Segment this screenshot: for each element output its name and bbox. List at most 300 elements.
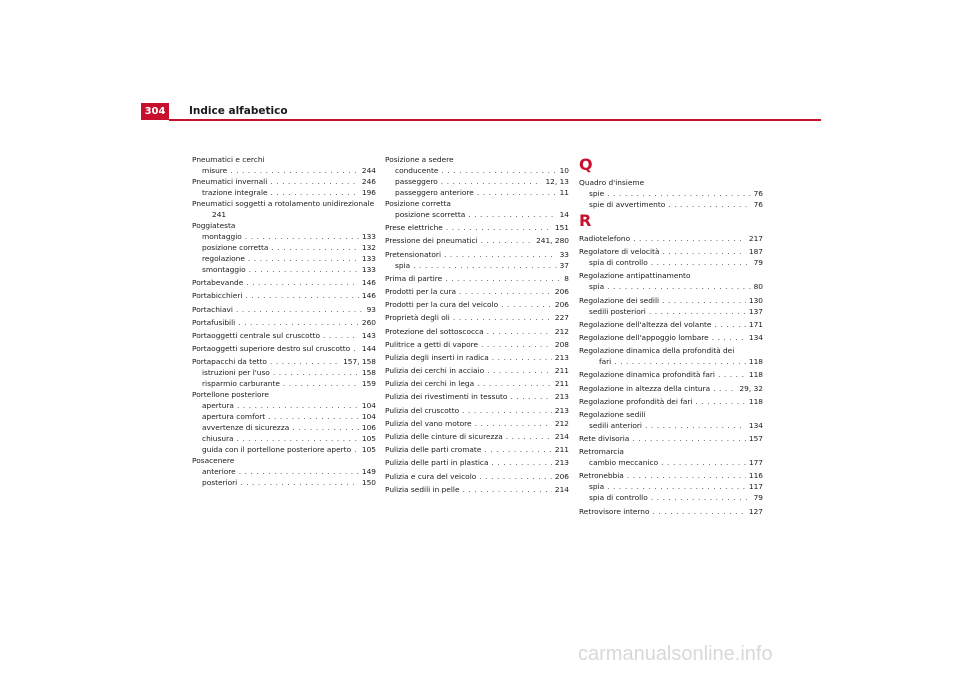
index-entry — [385, 176, 569, 187]
index-entry — [385, 312, 569, 323]
leader-dots — [444, 249, 557, 260]
index-term: posteriori — [202, 478, 238, 488]
index-entry — [385, 457, 569, 468]
page-reference: 127 — [748, 506, 763, 516]
page-reference: 150 — [361, 478, 376, 488]
index-term: misure — [202, 166, 228, 175]
index-entry — [192, 220, 376, 231]
leader-dots — [441, 165, 556, 176]
leader-dots — [413, 260, 556, 271]
index-entry — [192, 264, 376, 275]
leader-dots — [239, 466, 359, 477]
index-column-3 — [579, 154, 763, 517]
page-reference: 206 — [554, 471, 569, 481]
index-entry — [579, 306, 763, 317]
index-term: smontaggio — [202, 265, 246, 274]
index-entry — [385, 365, 569, 376]
index-term: Proprietà degli oli — [385, 313, 450, 323]
page-reference: 217 — [748, 234, 763, 243]
index-term: Regolazione dell'appoggio lombare — [579, 332, 709, 342]
page-reference: 8 — [564, 273, 569, 283]
index-entry — [579, 396, 763, 407]
index-term: Portaoggetti superiore destro sul cruscotto — [192, 344, 351, 354]
page-reference: 227 — [554, 313, 569, 323]
index-entry — [192, 209, 376, 220]
page-title: Indice alfabetico — [189, 105, 288, 117]
page-reference: 146 — [361, 278, 376, 288]
index-column-2 — [385, 154, 569, 495]
index-entry — [385, 165, 569, 176]
index-entry — [579, 356, 763, 367]
leader-dots — [607, 481, 746, 492]
section-q-entries — [579, 177, 763, 210]
leader-dots — [248, 253, 359, 264]
index-entry — [192, 277, 376, 288]
leader-dots — [270, 176, 359, 187]
index-entry — [192, 317, 376, 328]
index-entry — [192, 330, 376, 341]
leader-dots — [453, 312, 552, 323]
leader-dots — [270, 356, 340, 367]
index-term: apertura — [202, 401, 234, 411]
page-reference: 76 — [753, 189, 763, 198]
index-term: spie — [589, 189, 605, 198]
leader-dots — [607, 188, 750, 199]
leader-dots — [353, 343, 359, 354]
leader-dots — [481, 235, 533, 246]
page-reference: 214 — [554, 432, 569, 441]
page-reference: 106 — [361, 423, 376, 433]
page-reference: 144 — [361, 344, 376, 354]
page-reference: 76 — [753, 200, 763, 209]
index-term: spia di controllo — [589, 258, 648, 268]
page-reference: 177 — [748, 458, 763, 468]
index-entry — [192, 477, 376, 488]
leader-dots — [445, 273, 561, 284]
leader-dots — [271, 187, 359, 198]
index-term: Pulitrice a getti di vapore — [385, 339, 479, 349]
index-term: Protezione del sottoscocca — [385, 326, 484, 336]
index-entry — [385, 484, 569, 495]
page-reference: 206 — [554, 286, 569, 296]
index-entry — [192, 411, 376, 422]
index-entry — [192, 466, 376, 477]
index-term: Pulizia sedili in pelle — [385, 484, 460, 494]
page-reference: 211 — [554, 366, 569, 376]
index-entry — [579, 433, 763, 444]
leader-dots — [487, 365, 552, 376]
index-entry — [192, 187, 376, 198]
leader-dots — [510, 391, 551, 402]
index-term: Pretensionatori — [385, 249, 442, 259]
leader-dots — [292, 422, 359, 433]
index-term: Regolazione dinamica della profondità dei — [579, 346, 735, 356]
index-term: Portafusibili — [192, 317, 236, 327]
page-reference: 117 — [748, 482, 763, 492]
leader-dots — [249, 264, 359, 275]
index-term: Regolazione dei sedili — [579, 295, 660, 305]
page-reference: 33 — [559, 249, 569, 259]
index-term: chiusura — [202, 434, 234, 444]
index-term: spia di controllo — [589, 493, 648, 503]
index-term: posizione corretta — [202, 243, 269, 252]
index-entry — [579, 199, 763, 210]
index-entry — [385, 273, 569, 284]
leader-dots — [477, 378, 552, 389]
page-number: 304 — [141, 103, 169, 120]
leader-dots — [245, 231, 359, 242]
index-term: Prodotti per la cura del veicolo — [385, 300, 499, 310]
leader-dots — [651, 492, 751, 503]
leader-dots — [662, 246, 745, 257]
index-term: Retronebbia — [579, 471, 624, 481]
page-reference: 132 — [361, 243, 376, 252]
page-reference: 244 — [361, 166, 376, 175]
index-entry — [385, 378, 569, 389]
index-entry — [192, 455, 376, 466]
page-reference: 214 — [554, 484, 569, 494]
page-reference: 37 — [559, 260, 569, 270]
index-term: Regolazione profondità dei fari — [579, 396, 693, 406]
index-term: passeggero anteriore — [395, 188, 474, 197]
watermark: carmanualsonline.info — [578, 643, 773, 665]
leader-dots — [713, 383, 736, 394]
index-term: Pulizia del vano motore — [385, 418, 472, 428]
leader-dots — [633, 233, 746, 244]
index-entry — [192, 242, 376, 253]
index-term: Prodotti per la cura — [385, 286, 457, 296]
index-entry — [579, 369, 763, 380]
index-entry — [579, 383, 763, 394]
leader-dots — [484, 444, 552, 455]
index-entry — [579, 270, 763, 281]
index-entry — [385, 339, 569, 350]
leader-dots — [240, 477, 359, 488]
index-entry — [385, 249, 569, 260]
index-term: Pneumatici soggetti a rotolamento unidirezionale — [192, 199, 375, 208]
index-entry — [385, 431, 569, 442]
page-reference: 80 — [753, 282, 763, 292]
index-term: apertura comfort — [202, 412, 266, 422]
index-term: Rete divisoria — [579, 434, 630, 444]
index-column-1 — [192, 154, 376, 488]
leader-dots — [481, 339, 552, 350]
index-term: sedili anteriori — [589, 420, 642, 430]
leader-dots — [245, 290, 358, 301]
index-entry — [385, 260, 569, 271]
page-reference: 157 — [748, 434, 763, 444]
index-entry — [192, 422, 376, 433]
index-entry — [385, 352, 569, 363]
leader-dots — [477, 187, 557, 198]
index-entry — [385, 391, 569, 402]
page-reference: 187 — [748, 247, 763, 257]
page-reference: 246 — [361, 177, 376, 186]
index-entry — [579, 446, 763, 457]
index-entry — [192, 198, 376, 209]
index-entry — [579, 281, 763, 292]
index-entry — [579, 492, 763, 503]
page-reference: 213 — [554, 458, 569, 468]
index-term: Poggiatesta — [192, 221, 236, 230]
index-entry — [385, 405, 569, 416]
index-term: guida con il portellone posteriore aperto — [202, 445, 352, 455]
index-term: regolazione — [202, 254, 245, 263]
page-reference: 206 — [554, 300, 569, 310]
index-term: trazione integrale — [202, 188, 268, 197]
index-entry — [192, 378, 376, 389]
page-reference: 12, 13 — [545, 177, 569, 186]
page-reference: 29, 32 — [739, 383, 763, 393]
leader-dots — [607, 281, 750, 292]
leader-dots — [268, 411, 359, 422]
page-reference: 134 — [748, 332, 763, 342]
index-term: spie di avvertimento — [589, 200, 666, 209]
leader-dots — [238, 317, 359, 328]
index-term: Portabevande — [192, 278, 244, 288]
index-term: passeggero — [395, 177, 438, 186]
index-term: Regolazione dinamica profondità fari — [579, 370, 715, 380]
page-reference: 104 — [361, 401, 376, 411]
leader-dots — [273, 367, 359, 378]
index-entry — [385, 222, 569, 233]
index-term: Radiotelefono — [579, 234, 631, 243]
leader-dots — [323, 330, 359, 341]
index-term: Pulizia dei cerchi in lega — [385, 379, 475, 389]
page-reference: 14 — [559, 210, 569, 219]
index-term: 241 — [212, 210, 227, 219]
leader-dots — [446, 222, 552, 233]
index-term: Regolazione in altezza della cintura — [579, 383, 711, 393]
page-reference: 212 — [554, 326, 569, 336]
leader-dots — [459, 286, 552, 297]
leader-dots — [614, 356, 746, 367]
index-entry — [579, 295, 763, 306]
leader-dots — [645, 420, 746, 431]
index-entry — [192, 367, 376, 378]
index-term: Prese elettriche — [385, 223, 443, 233]
page-reference: 143 — [361, 330, 376, 340]
page-reference: 133 — [361, 232, 376, 241]
index-term: Pulizia del cruscotto — [385, 405, 460, 415]
page-reference: 213 — [554, 352, 569, 362]
index-entry — [579, 257, 763, 268]
index-term: Prima di partire — [385, 273, 443, 283]
page-reference: 133 — [361, 265, 376, 274]
page-reference: 137 — [748, 306, 763, 316]
page-reference: 208 — [554, 339, 569, 349]
index-entry — [579, 470, 763, 481]
index-term: Portaoggetti centrale sul cruscotto — [192, 330, 321, 340]
page-reference: 118 — [748, 370, 763, 380]
index-term: Pulizia delle cinture di sicurezza — [385, 432, 503, 441]
index-entry — [385, 198, 569, 209]
index-entry — [385, 299, 569, 310]
leader-dots — [661, 457, 746, 468]
leader-dots — [463, 484, 552, 495]
leader-dots — [718, 369, 746, 380]
index-entry — [579, 246, 763, 257]
index-entry — [192, 444, 376, 455]
leader-dots — [462, 405, 552, 416]
index-entry — [192, 356, 376, 367]
page-reference: 10 — [559, 166, 569, 175]
index-term: Pulizia e cura del veicolo — [385, 471, 477, 481]
index-entry — [192, 165, 376, 176]
page-reference: 133 — [361, 254, 376, 263]
index-term: Pneumatici e cerchi — [192, 155, 265, 164]
index-term: Regolazione dell'altezza del volante — [579, 319, 712, 329]
leader-dots — [237, 400, 359, 411]
leader-dots — [354, 444, 359, 455]
index-term: posizione scorretta — [395, 210, 466, 219]
index-term: Quadro d'insieme — [579, 178, 645, 187]
index-term: montaggio — [202, 232, 242, 241]
leader-dots — [492, 352, 552, 363]
index-entry — [385, 209, 569, 220]
header-rule — [169, 119, 821, 121]
section-letter-q: Q — [579, 155, 593, 174]
index-term: Portapacchi da tetto — [192, 357, 267, 367]
index-entry — [579, 319, 763, 330]
page-reference: 260 — [361, 317, 376, 327]
index-term: cambio meccanico — [589, 458, 659, 468]
page-reference: 159 — [361, 379, 376, 389]
leader-dots — [714, 319, 745, 330]
index-entry — [385, 154, 569, 165]
index-term: Regolazione antipattinamento — [579, 271, 691, 281]
index-term: Posacenere — [192, 456, 235, 466]
leader-dots — [649, 306, 746, 317]
index-entry — [192, 343, 376, 354]
page-reference: 116 — [748, 471, 763, 481]
index-term: Posizione a sedere — [385, 155, 454, 164]
index-term: Regolazione sedili — [579, 409, 646, 419]
index-term: risparmio carburante — [202, 379, 280, 389]
page-reference: 241, 280 — [536, 236, 569, 246]
index-term: avvertenze di sicurezza — [202, 423, 290, 433]
index-entry — [385, 187, 569, 198]
leader-dots — [479, 471, 552, 482]
index-entry — [192, 176, 376, 187]
index-term: spia — [395, 260, 411, 270]
page-reference: 213 — [554, 405, 569, 415]
index-entry — [579, 420, 763, 431]
leader-dots — [236, 304, 364, 315]
index-entry — [385, 418, 569, 429]
page-reference: 104 — [361, 412, 376, 422]
page-header — [141, 103, 821, 121]
index-term: Pulizia dei cerchi in acciaio — [385, 366, 485, 376]
page-reference: 211 — [554, 445, 569, 455]
leader-dots — [230, 165, 359, 176]
leader-dots — [271, 242, 358, 253]
leader-dots — [487, 326, 552, 337]
page-reference: 158 — [361, 368, 376, 378]
index-term: spia — [589, 282, 605, 292]
leader-dots — [237, 433, 359, 444]
index-entry — [192, 154, 376, 165]
leader-dots — [712, 332, 746, 343]
page-reference: 196 — [361, 188, 376, 197]
index-term: conducente — [395, 166, 439, 175]
index-entry — [579, 233, 763, 244]
leader-dots — [283, 378, 359, 389]
page-reference: 134 — [748, 420, 763, 430]
leader-dots — [475, 418, 552, 429]
page-reference: 11 — [559, 188, 569, 197]
index-term: Pulizia degli inserti in radica — [385, 352, 489, 362]
page-reference: 130 — [748, 295, 763, 305]
index-entry — [579, 457, 763, 468]
index-entry — [579, 177, 763, 188]
page-reference: 79 — [753, 493, 763, 503]
index-term: Pneumatici invernali — [192, 177, 268, 186]
index-term: Portabicchieri — [192, 291, 243, 301]
index-term: anteriore — [202, 467, 236, 477]
page-reference: 118 — [748, 357, 763, 367]
page-reference: 171 — [748, 319, 763, 329]
page-reference: 79 — [753, 258, 763, 268]
index-entry — [192, 253, 376, 264]
section-r-entries — [579, 233, 763, 517]
page-reference: 118 — [748, 396, 763, 406]
index-entry — [385, 286, 569, 297]
index-entry — [579, 481, 763, 492]
leader-dots — [501, 299, 552, 310]
index-term: Portellone posteriore — [192, 390, 269, 400]
leader-dots — [662, 295, 746, 306]
page-reference: 146 — [361, 291, 376, 301]
index-entry — [579, 409, 763, 420]
index-entry — [385, 444, 569, 455]
index-entry — [192, 290, 376, 301]
leader-dots — [468, 209, 556, 220]
section-letter-r: R — [579, 211, 592, 230]
page-reference: 93 — [366, 304, 376, 314]
index-entry — [385, 471, 569, 482]
leader-dots — [653, 506, 746, 517]
index-entry — [192, 389, 376, 400]
page-reference: 213 — [554, 392, 569, 402]
leader-dots — [491, 457, 551, 468]
leader-dots — [441, 176, 543, 187]
leader-dots — [668, 199, 750, 210]
page-reference: 105 — [361, 445, 376, 455]
index-term: istruzioni per l'uso — [202, 368, 270, 378]
leader-dots — [695, 396, 745, 407]
index-entry — [192, 231, 376, 242]
index-term: fari — [599, 357, 612, 367]
page-reference: 149 — [361, 467, 376, 477]
index-term: spia — [589, 482, 605, 492]
index-entry — [192, 304, 376, 315]
index-entry — [579, 345, 763, 356]
index-term: sedili posteriori — [589, 306, 646, 316]
page-reference: 151 — [554, 223, 569, 233]
index-term: Regolatore di velocità — [579, 247, 660, 257]
index-term: Pressione dei pneumatici — [385, 236, 478, 246]
index-term: Posizione corretta — [385, 199, 451, 208]
index-term: Portachiavi — [192, 304, 233, 314]
index-term: Pulizia delle parti cromate — [385, 445, 482, 455]
page-reference: 212 — [554, 418, 569, 428]
page-reference: 211 — [554, 379, 569, 389]
index-term: Pulizia dei rivestimenti in tessuto — [385, 392, 508, 402]
index-entry — [385, 326, 569, 337]
index-entry — [385, 235, 569, 246]
leader-dots — [246, 277, 359, 288]
